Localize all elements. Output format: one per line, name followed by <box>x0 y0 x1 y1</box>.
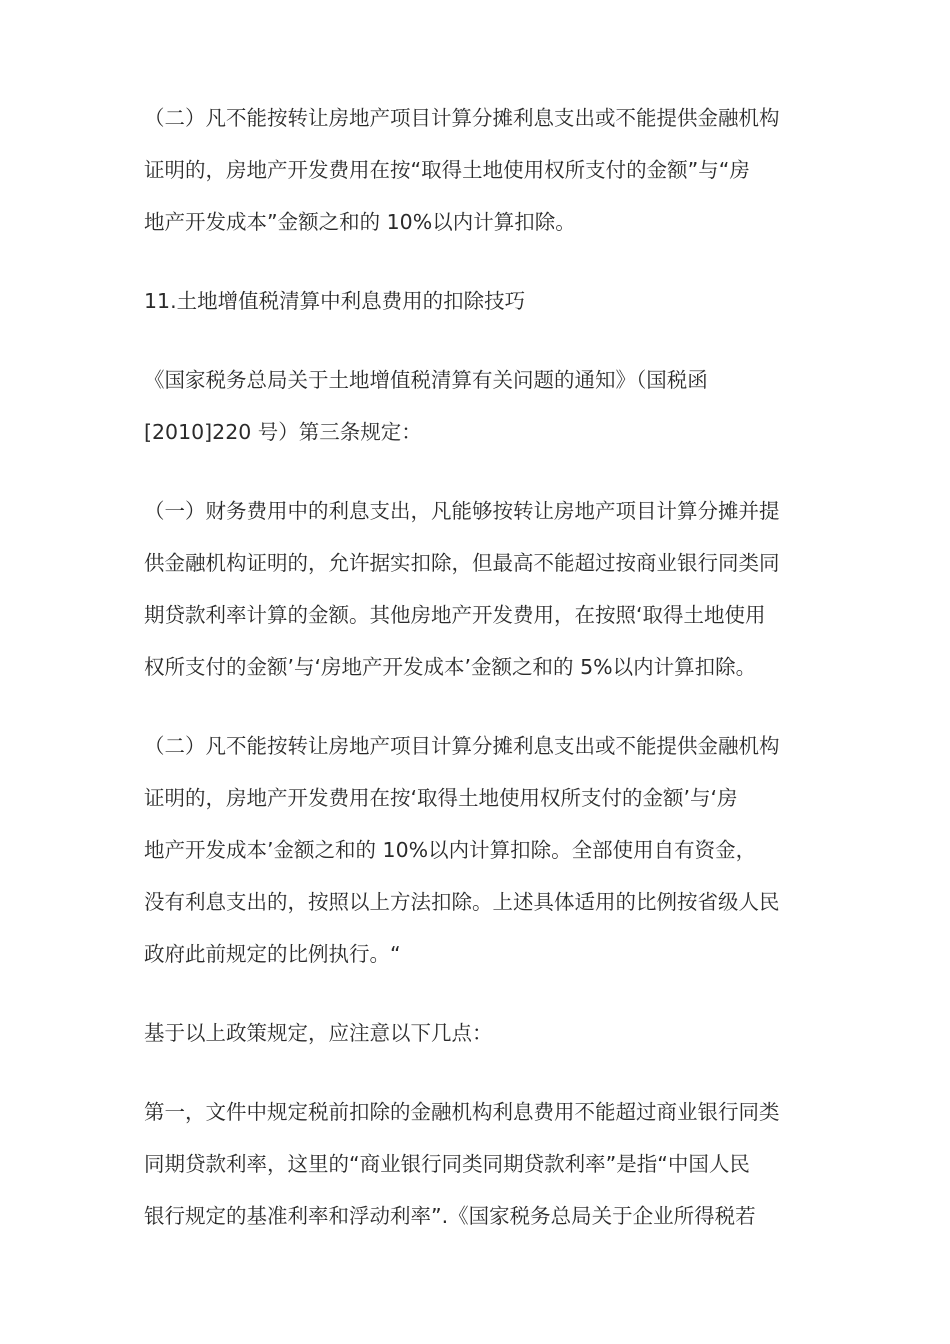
text-line: （一）财务费用中的利息支出，凡能够按转让房地产项目计算分摊并提 <box>144 499 780 523</box>
text-line: [2010]220 号）第三条规定： <box>144 420 422 444</box>
paragraph-clause-two <box>144 720 824 980</box>
paragraph-notice-citation <box>144 354 824 458</box>
heading-line: 11.土地增值税清算中利息费用的扣除技巧 <box>144 289 526 313</box>
text-line: 政府此前规定的比例执行。“ <box>144 942 401 966</box>
text-line: 同期贷款利率，这里的“商业银行同类同期贷款利率”是指“中国人民 <box>144 1152 750 1176</box>
text-line: 《国家税务总局关于土地增值税清算有关问题的通知》（国税函 <box>144 368 708 392</box>
text-line: 地产开发成本’金额之和的 10%以内计算扣除。全部使用自有资金， <box>144 838 757 862</box>
text-line: 基于以上政策规定，应注意以下几点： <box>144 1021 493 1045</box>
text-line: 第一，文件中规定税前扣除的金融机构利息费用不能超过商业银行同类 <box>144 1100 780 1124</box>
paragraph-point-one <box>144 1086 824 1242</box>
text-line: 供金融机构证明的，允许据实扣除，但最高不能超过按商业银行同类同 <box>144 551 780 575</box>
text-line: 地产开发成本”金额之和的 10%以内计算扣除。 <box>144 210 576 234</box>
text-line: 证明的，房地产开发费用在按“取得土地使用权所支付的金额”与“房 <box>144 158 750 182</box>
section-heading <box>144 275 824 327</box>
text-line: 权所支付的金额’与‘房地产开发成本’金额之和的 5%以内计算扣除。 <box>144 655 757 679</box>
text-line: 期贷款利率计算的金额。其他房地产开发费用，在按照‘取得土地使用 <box>144 603 766 627</box>
text-line: 没有利息支出的，按照以上方法扣除。上述具体适用的比例按省级人民 <box>144 890 780 914</box>
paragraph-notes-intro <box>144 1007 824 1059</box>
paragraph-clause-one <box>144 485 824 693</box>
text-line: （二）凡不能按转让房地产项目计算分摊利息支出或不能提供金融机构 <box>144 106 780 130</box>
document-body <box>144 92 824 1242</box>
text-line: （二）凡不能按转让房地产项目计算分摊利息支出或不能提供金融机构 <box>144 734 780 758</box>
paragraph-clause-two-intro <box>144 92 824 248</box>
text-line: 银行规定的基准利率和浮动利率”.《国家税务总局关于企业所得税若 <box>144 1204 756 1228</box>
text-line: 证明的，房地产开发费用在按‘取得土地使用权所支付的金额’与‘房 <box>144 786 738 810</box>
